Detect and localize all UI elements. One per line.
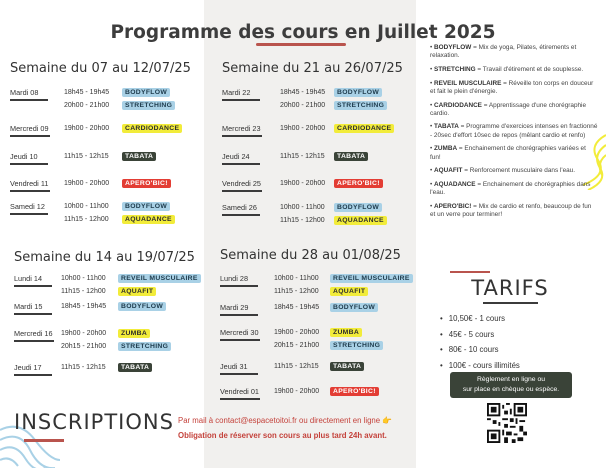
slot-time: 11h15 - 12h00 [280,216,325,224]
day-name: Lundi 28 [220,274,248,283]
course-tag[interactable]: TABATA [334,152,368,161]
week-title: Semaine du 21 au 26/07/25 [222,61,403,76]
course-description-name: CARDIODANCE [434,101,482,109]
course-description-name: STRETCHING [434,65,476,73]
course-tag[interactable]: APERO'BIC! [334,179,383,188]
day-label [222,88,260,101]
day-name: Jeudi 31 [220,362,248,371]
course-tag[interactable]: STRETCHING [330,341,383,350]
day-underline [10,135,50,137]
course-tag[interactable]: AQUADANCE [334,216,387,225]
tarifs-title: TARIFS [471,276,549,300]
course-tag[interactable]: CARDIODANCE [334,124,394,133]
day-underline [220,339,260,341]
course-description-text: = Enchainement de chorégraphies variées et fun! [430,145,586,161]
day-label [220,328,260,341]
course-tag[interactable]: REVEIL MUSCULAIRE [118,274,201,283]
payment-box [450,372,572,398]
slot-time: 11h15 - 12h00 [64,215,109,223]
course-description-name: AQUAFIT [434,167,463,175]
slot-time: 11h15 - 12h00 [61,287,106,295]
course-tag[interactable]: STRETCHING [122,101,175,110]
day-underline [220,314,258,316]
course-tag[interactable]: TABATA [118,363,152,372]
day-name: Samedi 26 [222,203,257,212]
day-underline [220,398,260,400]
day-label [10,124,50,137]
slot-time: 20h00 - 21h00 [280,101,326,109]
day-name: Mardi 22 [222,88,251,97]
week-title: Semaine du 07 au 12/07/25 [10,61,191,76]
slot-time: 19h00 - 20h00 [64,125,110,132]
day-label [222,152,260,165]
day-label [10,88,48,101]
day-label [222,124,262,137]
course-tag[interactable]: STRETCHING [118,342,171,351]
week-title: Semaine du 28 au 01/08/25 [220,248,401,263]
course-tag[interactable]: ZUMBA [118,329,150,338]
day-label [220,274,258,287]
course-tag[interactable]: AQUAFIT [118,287,156,296]
slot-time: 18h45 - 19h45 [274,304,320,311]
course-description-text: = Apprentissage d'une chorégraphie cardio. [430,101,587,117]
course-description-name: BODYFLOW [434,44,472,51]
day-underline [220,285,258,287]
slot-time: 19h00 - 20h00 [64,180,110,187]
title-underline [256,43,346,46]
day-underline [10,163,48,165]
day-name: Mercredi 30 [220,328,259,337]
course-tag[interactable]: APERO'BIC! [330,387,379,396]
day-underline [222,190,262,192]
contact-text: Par mail à contact@espacetoitoi.fr ou directement en ligne 👉 [178,416,392,425]
day-label [14,329,54,342]
price-item: • 100€ - cours illimités [440,358,520,374]
day-name: Mardi 15 [14,302,43,311]
slot-time: 19h00 - 20h00 [61,330,107,337]
day-name: Jeudi 10 [10,152,38,161]
day-underline [10,213,48,215]
course-tag[interactable]: TABATA [122,152,156,161]
day-label [14,274,52,287]
day-underline [10,190,50,192]
day-name: Vendredi 11 [10,179,49,188]
slot-time: 11h15 - 12h15 [274,363,319,370]
course-description: • ZUMBA = Enchainement de chorégraphies variées et fun! [430,145,586,161]
slot-time: 19h00 - 20h00 [280,180,326,187]
slot-time: 19h00 - 20h00 [274,329,320,336]
slot-time: 11h15 - 12h15 [280,153,325,160]
price-item: • 80€ - 10 cours [440,342,520,358]
course-tag[interactable]: ZUMBA [330,328,362,337]
obligation-text: Obligation de réserver son cours au plus tard 24h avant. [178,431,387,440]
course-description: • CARDIODANCE = Apprentissage d'une chorégraphie cardio. [430,101,587,117]
course-description: • AQUADANCE = Enchainement de chorégraphies dans l'eau. [430,180,591,197]
tarifs-underline [483,302,538,304]
day-label [10,152,48,165]
day-label [220,303,258,316]
slot-time: 10h00 - 11h00 [64,203,109,210]
price-item: • 45€ - 5 cours [440,327,520,343]
day-name: Lundi 14 [14,274,42,283]
day-underline [222,163,260,165]
day-underline [222,135,262,137]
day-label [10,202,48,215]
course-tag[interactable]: REVEIL MUSCULAIRE [330,274,413,283]
slot-time: 19h00 - 20h00 [280,125,326,132]
day-underline [222,214,260,216]
payment-line-1: Règlement en ligne ou [476,376,545,383]
course-description: • BODYFLOW = Mix de yoga, Pilates, étirements et relaxation. [430,44,577,60]
page-title: Programme des cours en Juillet 2025 [110,22,496,43]
day-underline [14,340,54,342]
course-description-name: AQUADANCE [434,180,476,188]
day-name: Vendredi 25 [222,179,261,188]
day-label [220,362,258,375]
slot-time: 20h15 - 21h00 [274,341,320,349]
slot-time: 20h00 - 21h00 [64,101,110,109]
inscriptions-title: INSCRIPTIONS [14,410,174,434]
course-description: • TABATA = Programme d'exercices intenses en fractionné - 20sec d'effort 10sec de repos (mêlant cardio et renfo) [430,123,598,139]
day-label [14,363,52,376]
course-tag[interactable]: BODYFLOW [122,88,170,97]
day-underline [220,373,258,375]
day-name: Mercredi 23 [222,124,261,133]
slot-time: 10h00 - 11h00 [274,275,319,282]
payment-line-2: sur place en chèque ou espèce. [462,386,560,393]
slot-time: 19h00 - 20h00 [274,388,320,395]
slot-time: 11h15 - 12h15 [64,153,109,160]
course-description: • AQUAFIT = Renforcement musculaire dans l'eau. [430,167,576,175]
course-description-name: APERO'BIC! [434,202,472,210]
course-tag[interactable]: STRETCHING [334,101,387,110]
day-name: Mardi 08 [10,88,39,97]
day-name: Mercredi 09 [10,124,49,133]
week-title: Semaine du 14 au 19/07/25 [14,250,195,265]
course-description: • STRETCHING = Travail d'étirement et de souplesse. [430,65,584,73]
day-underline [222,99,260,101]
course-tag[interactable]: TABATA [330,362,364,371]
course-description-name: ZUMBA [434,145,458,153]
course-tag[interactable]: AQUADANCE [122,215,175,224]
price-list [440,311,520,373]
day-underline [14,285,52,287]
slot-time: 10h00 - 11h00 [280,204,325,211]
course-description-text: = Programme d'exercices intenses en fractionné - 20sec d'effort 10sec de repos (mêlant cardio et renfo) [430,123,598,139]
tarifs-accent-bar [450,271,490,273]
slot-time: 11h15 - 12h00 [274,287,319,295]
day-name: Jeudi 24 [222,152,250,161]
slot-time: 18h45 - 19h45 [61,303,107,310]
course-tag[interactable]: BODYFLOW [334,88,382,97]
slot-time: 18h45 - 19h45 [280,89,326,96]
day-label [222,179,262,192]
course-description-text: = Enchainement de chorégraphies dans l'eau. [430,180,591,197]
course-descriptions [430,44,598,225]
day-underline [14,374,52,376]
qr-code[interactable] [487,403,527,443]
day-label [220,387,260,400]
day-label [10,179,50,192]
day-label [14,302,52,315]
course-description-text: = Mix de cardio et renfo, beaucoup de fun et un verre pour terminer! [430,202,592,219]
day-name: Vendredi 01 [220,387,259,396]
course-description-name: REVEIL MUSCULAIRE [434,79,502,87]
course-description-text: = Mix de yoga, Pilates, étirements et relaxation. [430,44,577,60]
course-description-text: = Renforcement musculaire dans l'eau. [462,167,576,175]
course-description: • APERO'BIC! = Mix de cardio et renfo, beaucoup de fun et un verre pour terminer! [430,202,592,219]
day-underline [14,313,52,315]
price-item: • 10,50€ - 1 cours [440,311,520,327]
day-label [222,203,260,216]
day-name: Samedi 12 [10,202,45,211]
course-description: • REVEIL MUSCULAIRE = Réveille ton corps en douceur et fait le plein d'énergie. [430,79,594,95]
slot-time: 10h00 - 11h00 [61,275,106,282]
day-name: Mercredi 16 [14,329,53,338]
slot-time: 20h15 - 21h00 [61,342,107,350]
slot-time: 11h15 - 12h15 [61,364,106,371]
course-tag[interactable]: BODYFLOW [118,302,166,311]
course-description-name: TABATA [434,123,459,131]
course-description-text: = Travail d'étirement et de souplesse. [475,65,584,73]
day-name: Mardi 29 [220,303,249,312]
day-underline [10,99,48,101]
slot-time: 18h45 - 19h45 [64,89,110,96]
course-tag[interactable]: BODYFLOW [334,203,382,212]
course-tag[interactable]: APERO'BIC! [122,179,171,188]
day-name: Jeudi 17 [14,363,42,372]
inscriptions-underline [24,439,64,442]
course-tag[interactable]: BODYFLOW [122,202,170,211]
course-tag[interactable]: CARDIODANCE [122,124,182,133]
course-tag[interactable]: BODYFLOW [330,303,378,312]
course-description-text: = Réveille ton corps en douceur et fait le plein d'énergie. [430,79,594,95]
course-tag[interactable]: AQUAFIT [330,287,368,296]
